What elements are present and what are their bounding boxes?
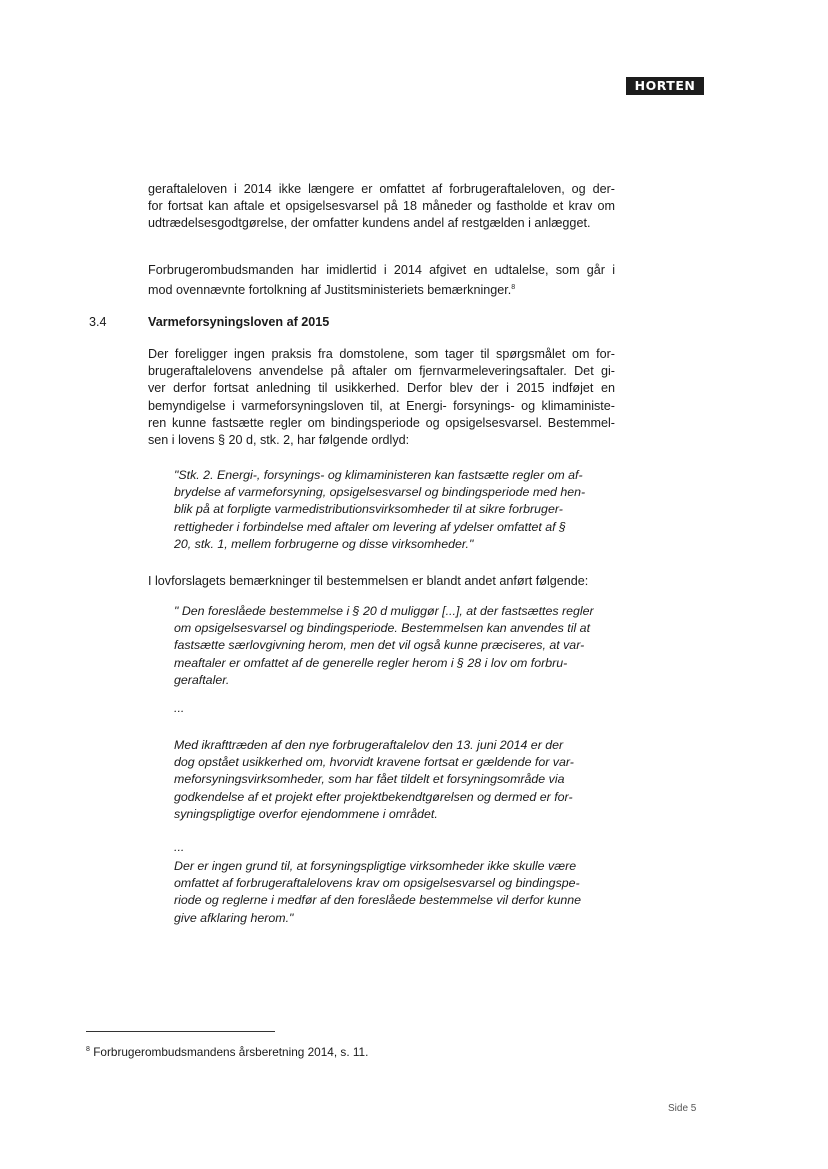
footnote-ref: 8	[511, 284, 516, 292]
paragraph-remarks-intro	[148, 573, 615, 590]
quote-remarks-part-b	[174, 737, 614, 823]
quote-line: "Stk. 2. Energi-, forsynings- og klimaministeren kan fastsætte regler om af-	[174, 468, 583, 482]
page-number: Side 5	[668, 1103, 697, 1114]
footnote-text: Forbrugerombudsmandens årsberetning 2014, s. 11.	[93, 1045, 369, 1059]
quote-line: meforsyningsvirksomheder, som har fået tildelt et forsyningsområde via	[174, 772, 565, 787]
quote-remarks-part-a	[174, 603, 614, 689]
text-line: I lovforslagets bemærkninger til bestemmelsen er blandt andet anført følgende:	[148, 574, 589, 588]
quote-law-text	[174, 467, 614, 553]
quote-line: dog opstået usikkerhed om, hvorvidt kravene fortsat er gældende for var-	[174, 755, 574, 770]
text-line-content: mod ovennævnte fortolkning af Justitsministeriets bemærkninger.	[148, 283, 512, 298]
quote-remarks-part-c	[174, 858, 614, 927]
text-line: Der foreligger ingen praksis fra domstolene, som tager til spørgsmålet om for-	[148, 347, 615, 361]
quote-line: godkendelse af et projekt efter projektbekendtgørelsen og dermed er for-	[174, 789, 573, 804]
paragraph-continuation	[148, 181, 615, 233]
quote-line: meaftaler er omfattet af de generelle regler herom i § 28 i lov om forbru-	[174, 655, 568, 670]
quote-line: rettigheder i forbindelse med aftaler om levering af ydelser omfattet af §	[174, 519, 566, 534]
text-line: udtrædelsesgodtgørelse, der omfatter kundens andel af restgælden i anlægget.	[148, 216, 591, 231]
quote-line: fastsætte særlovgivning herom, men det vil også kunne præciseres, at var-	[174, 638, 585, 653]
quote-line: brydelse af varmeforsyning, opsigelsesvarsel og bindingsperiode med hen-	[174, 485, 586, 500]
ellipsis: ...	[174, 840, 185, 854]
quote-line: give afklaring herom."	[174, 910, 294, 925]
section-title: Varmeforsyningsloven af 2015	[148, 315, 330, 329]
paragraph-practice	[148, 346, 615, 449]
text-line: brugeraftalelovens anvendelse på aftaler om fjernvarmeleveringsaftaler. Det gi-	[148, 364, 615, 379]
horten-logo: HORTEN	[626, 77, 704, 95]
quote-line: syningspligtige overfor ejendommene i området.	[174, 806, 438, 821]
text-line: Forbrugerombudsmanden har imidlertid i 2014 afgivet en udtalelse, som går i	[148, 263, 615, 277]
paragraph-ombudsman	[148, 262, 615, 299]
quote-line: geraftaler.	[174, 672, 230, 687]
text-line: bemyndigelse i varmeforsyningsloven til, at Energi- forsynings- og klimaministe-	[148, 398, 615, 413]
quote-line: Med ikrafttræden af den nye forbrugeraftalelov den 13. juni 2014 er der	[174, 738, 564, 752]
footnote-divider	[86, 1031, 275, 1032]
quote-line: om opsigelsesvarsel og bindingsperiode. Bestemmelsen kan anvendes til at	[174, 621, 591, 636]
section-number: 3.4	[89, 315, 107, 329]
text-line: geraftaleloven i 2014 ikke længere er omfattet af forbrugeraftaleloven, og der-	[148, 182, 615, 196]
footnote	[86, 1042, 368, 1060]
footnote-number: 8	[86, 1046, 90, 1053]
quote-line: omfattet af forbrugeraftalelovens krav om opsigelsesvarsel og bindingspe-	[174, 876, 580, 891]
quote-line: 20, stk. 1, mellem forbrugerne og disse virksomheder."	[174, 536, 474, 551]
text-line	[148, 279, 615, 299]
quote-line: blik på at forpligte varmedistributionsvirksomheder til at sikre forbruger-	[174, 502, 563, 517]
text-line: for fortsat kan aftale et opsigelsesvarsel på 18 måneder og fastholde et krav om	[148, 199, 615, 214]
text-line: sen i lovens § 20 d, stk. 2, har følgende ordlyd:	[148, 433, 410, 448]
quote-line: " Den foreslåede bestemmelse i § 20 d muliggør [...], at der fastsættes regler	[174, 604, 594, 618]
text-line: ren kunne fastsætte regler om bindingsperiode og opsigelsesvarsel. Bestemmel-	[148, 415, 615, 430]
quote-line: Der er ingen grund til, at forsyningspligtige virksomheder ikke skulle være	[174, 859, 577, 873]
ellipsis: ...	[174, 701, 185, 715]
quote-line: riode og reglerne i medfør af den foreslåede bestemmelse vil derfor kunne	[174, 893, 582, 908]
text-line: ver derfor fortsat anledning til usikkerhed. Derfor blev der i 2015 indføjet en	[148, 381, 615, 396]
